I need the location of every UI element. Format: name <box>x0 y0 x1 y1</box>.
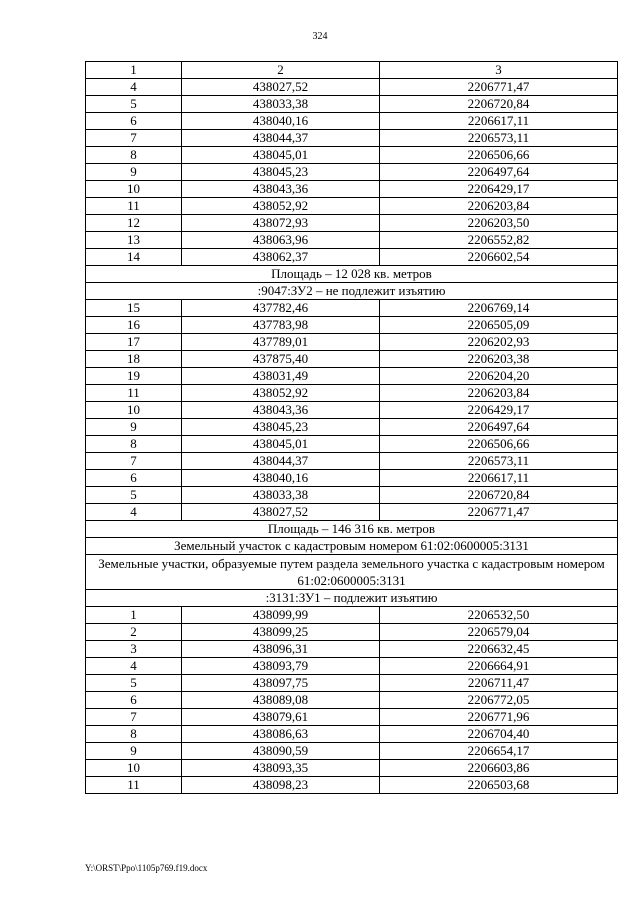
point-number-cell: 10 <box>86 402 182 419</box>
x-coordinate-cell: 438045,01 <box>182 147 380 164</box>
x-coordinate-cell: 438097,75 <box>182 675 380 692</box>
point-number-cell: 4 <box>86 658 182 675</box>
y-coordinate-cell: 2206720,84 <box>380 96 618 113</box>
x-coordinate-cell: 438089,08 <box>182 692 380 709</box>
point-number-cell: 3 <box>86 641 182 658</box>
y-coordinate-cell: 2206579,04 <box>380 624 618 641</box>
y-coordinate-cell: 2206602,54 <box>380 249 618 266</box>
point-number-cell: 9 <box>86 164 182 181</box>
table-row <box>86 96 618 113</box>
y-coordinate-cell: 2206503,68 <box>380 777 618 794</box>
table-row <box>86 624 618 641</box>
point-number-cell: 11 <box>86 198 182 215</box>
point-number-cell: 11 <box>86 777 182 794</box>
y-coordinate-cell: 2206505,09 <box>380 317 618 334</box>
area-b-text: Площадь – 146 316 кв. метров <box>86 521 618 538</box>
y-coordinate-cell: 2206203,84 <box>380 385 618 402</box>
x-coordinate-cell: 438045,23 <box>182 419 380 436</box>
x-coordinate-cell: 438099,25 <box>182 624 380 641</box>
point-number-cell: 8 <box>86 726 182 743</box>
table-row <box>86 368 618 385</box>
area-row <box>86 266 618 283</box>
x-coordinate-cell: 438099,99 <box>182 607 380 624</box>
point-number-cell: 10 <box>86 181 182 198</box>
x-coordinate-cell: 438062,37 <box>182 249 380 266</box>
table-row <box>86 487 618 504</box>
point-number-cell: 2 <box>86 624 182 641</box>
x-coordinate-cell: 438063,96 <box>182 232 380 249</box>
header-cell-x: 2 <box>182 62 380 79</box>
parcel-heading: Земельный участок с кадастровым номером 61:02:0600005:3131 <box>86 538 618 555</box>
point-number-cell: 8 <box>86 147 182 164</box>
x-coordinate-cell: 438033,38 <box>182 487 380 504</box>
x-coordinate-cell: 438096,31 <box>182 641 380 658</box>
table-row <box>86 607 618 624</box>
y-coordinate-cell: 2206603,86 <box>380 760 618 777</box>
y-coordinate-cell: 2206771,96 <box>380 709 618 726</box>
point-number-cell: 12 <box>86 215 182 232</box>
x-coordinate-cell: 437789,01 <box>182 334 380 351</box>
y-coordinate-cell: 2206711,47 <box>380 675 618 692</box>
table-row <box>86 232 618 249</box>
table-row <box>86 113 618 130</box>
point-number-cell: 9 <box>86 419 182 436</box>
section-heading-row <box>86 538 618 555</box>
point-number-cell: 7 <box>86 453 182 470</box>
point-number-cell: 8 <box>86 436 182 453</box>
table-row <box>86 317 618 334</box>
coordinates-table <box>85 61 618 794</box>
point-number-cell: 6 <box>86 470 182 487</box>
table-row <box>86 726 618 743</box>
table-row <box>86 470 618 487</box>
y-coordinate-cell: 2206771,47 <box>380 504 618 521</box>
x-coordinate-cell: 438027,52 <box>182 504 380 521</box>
y-coordinate-cell: 2206202,93 <box>380 334 618 351</box>
x-coordinate-cell: 438031,49 <box>182 368 380 385</box>
x-coordinate-cell: 438044,37 <box>182 453 380 470</box>
point-number-cell: 1 <box>86 607 182 624</box>
point-number-cell: 16 <box>86 317 182 334</box>
point-number-cell: 5 <box>86 675 182 692</box>
x-coordinate-cell: 438045,23 <box>182 164 380 181</box>
y-coordinate-cell: 2206203,50 <box>380 215 618 232</box>
y-coordinate-cell: 2206506,66 <box>380 436 618 453</box>
page-number: 324 <box>312 31 328 42</box>
table-row <box>86 641 618 658</box>
y-coordinate-cell: 2206771,47 <box>380 79 618 96</box>
x-coordinate-cell: 438086,63 <box>182 726 380 743</box>
x-coordinate-cell: 438093,35 <box>182 760 380 777</box>
footer-file-path: Y:\ORST\Ppo\1105p769.f19.docx <box>85 863 208 873</box>
x-coordinate-cell: 438098,23 <box>182 777 380 794</box>
point-number-cell: 13 <box>86 232 182 249</box>
x-coordinate-cell: 437783,98 <box>182 317 380 334</box>
section-heading-row <box>86 283 618 300</box>
x-coordinate-cell: 438072,93 <box>182 215 380 232</box>
y-coordinate-cell: 2206617,11 <box>380 470 618 487</box>
x-coordinate-cell: 438052,92 <box>182 385 380 402</box>
x-coordinate-cell: 437875,40 <box>182 351 380 368</box>
x-coordinate-cell: 438044,37 <box>182 130 380 147</box>
y-coordinate-cell: 2206720,84 <box>380 487 618 504</box>
table-row <box>86 385 618 402</box>
point-number-cell: 19 <box>86 368 182 385</box>
x-coordinate-cell: 438043,36 <box>182 181 380 198</box>
table-row <box>86 334 618 351</box>
table-row <box>86 79 618 96</box>
point-number-cell: 6 <box>86 113 182 130</box>
x-coordinate-cell: 438040,16 <box>182 113 380 130</box>
y-coordinate-cell: 2206664,91 <box>380 658 618 675</box>
table-row <box>86 743 618 760</box>
y-coordinate-cell: 2206532,50 <box>380 607 618 624</box>
table-row <box>86 436 618 453</box>
y-coordinate-cell: 2206772,05 <box>380 692 618 709</box>
table-row <box>86 198 618 215</box>
area-a-text: Площадь – 12 028 кв. метров <box>86 266 618 283</box>
x-coordinate-cell: 438093,79 <box>182 658 380 675</box>
point-number-cell: 17 <box>86 334 182 351</box>
point-number-cell: 7 <box>86 130 182 147</box>
point-number-cell: 10 <box>86 760 182 777</box>
table-row <box>86 402 618 419</box>
point-number-cell: 18 <box>86 351 182 368</box>
y-coordinate-cell: 2206552,82 <box>380 232 618 249</box>
table-row <box>86 709 618 726</box>
table-row <box>86 300 618 317</box>
point-number-cell: 4 <box>86 504 182 521</box>
y-coordinate-cell: 2206654,17 <box>380 743 618 760</box>
table-row <box>86 419 618 436</box>
x-coordinate-cell: 438040,16 <box>182 470 380 487</box>
point-number-cell: 5 <box>86 487 182 504</box>
y-coordinate-cell: 2206617,11 <box>380 113 618 130</box>
division-heading: Земельные участки, образуемые путем раздела земельного участка с кадастровым номером 61:02:0600005:3131 <box>86 555 618 590</box>
point-number-cell: 11 <box>86 385 182 402</box>
table-row <box>86 130 618 147</box>
point-number-cell: 6 <box>86 692 182 709</box>
point-number-cell: 15 <box>86 300 182 317</box>
area-row <box>86 521 618 538</box>
x-coordinate-cell: 438079,61 <box>182 709 380 726</box>
x-coordinate-cell: 438045,01 <box>182 436 380 453</box>
y-coordinate-cell: 2206203,84 <box>380 198 618 215</box>
x-coordinate-cell: 438027,52 <box>182 79 380 96</box>
y-coordinate-cell: 2206497,64 <box>380 419 618 436</box>
table-row <box>86 164 618 181</box>
table-row <box>86 760 618 777</box>
section-heading-row <box>86 555 618 590</box>
table-row <box>86 249 618 266</box>
y-coordinate-cell: 2206506,66 <box>380 147 618 164</box>
y-coordinate-cell: 2206203,38 <box>380 351 618 368</box>
header-cell-point: 1 <box>86 62 182 79</box>
table-row <box>86 658 618 675</box>
table-row <box>86 147 618 164</box>
point-number-cell: 9 <box>86 743 182 760</box>
x-coordinate-cell: 438052,92 <box>182 198 380 215</box>
y-coordinate-cell: 2206769,14 <box>380 300 618 317</box>
point-number-cell: 7 <box>86 709 182 726</box>
y-coordinate-cell: 2206704,40 <box>380 726 618 743</box>
y-coordinate-cell: 2206429,17 <box>380 181 618 198</box>
table-header-row <box>86 62 618 79</box>
section-heading-row <box>86 590 618 607</box>
point-number-cell: 4 <box>86 79 182 96</box>
table-row <box>86 351 618 368</box>
x-coordinate-cell: 438090,59 <box>182 743 380 760</box>
table-row <box>86 692 618 709</box>
point-number-cell: 14 <box>86 249 182 266</box>
y-coordinate-cell: 2206573,11 <box>380 453 618 470</box>
table-row <box>86 777 618 794</box>
y-coordinate-cell: 2206573,11 <box>380 130 618 147</box>
plot-c-heading: :3131:ЗУ1 – подлежит изъятию <box>86 590 618 607</box>
table-row <box>86 504 618 521</box>
table-row <box>86 215 618 232</box>
point-number-cell: 5 <box>86 96 182 113</box>
y-coordinate-cell: 2206429,17 <box>380 402 618 419</box>
table-row <box>86 181 618 198</box>
x-coordinate-cell: 437782,46 <box>182 300 380 317</box>
x-coordinate-cell: 438033,38 <box>182 96 380 113</box>
plot-b-heading: :9047:ЗУ2 – не подлежит изъятию <box>86 283 618 300</box>
table-row <box>86 453 618 470</box>
y-coordinate-cell: 2206497,64 <box>380 164 618 181</box>
y-coordinate-cell: 2206204,20 <box>380 368 618 385</box>
y-coordinate-cell: 2206632,45 <box>380 641 618 658</box>
table-row <box>86 675 618 692</box>
header-cell-y: 3 <box>380 62 618 79</box>
x-coordinate-cell: 438043,36 <box>182 402 380 419</box>
